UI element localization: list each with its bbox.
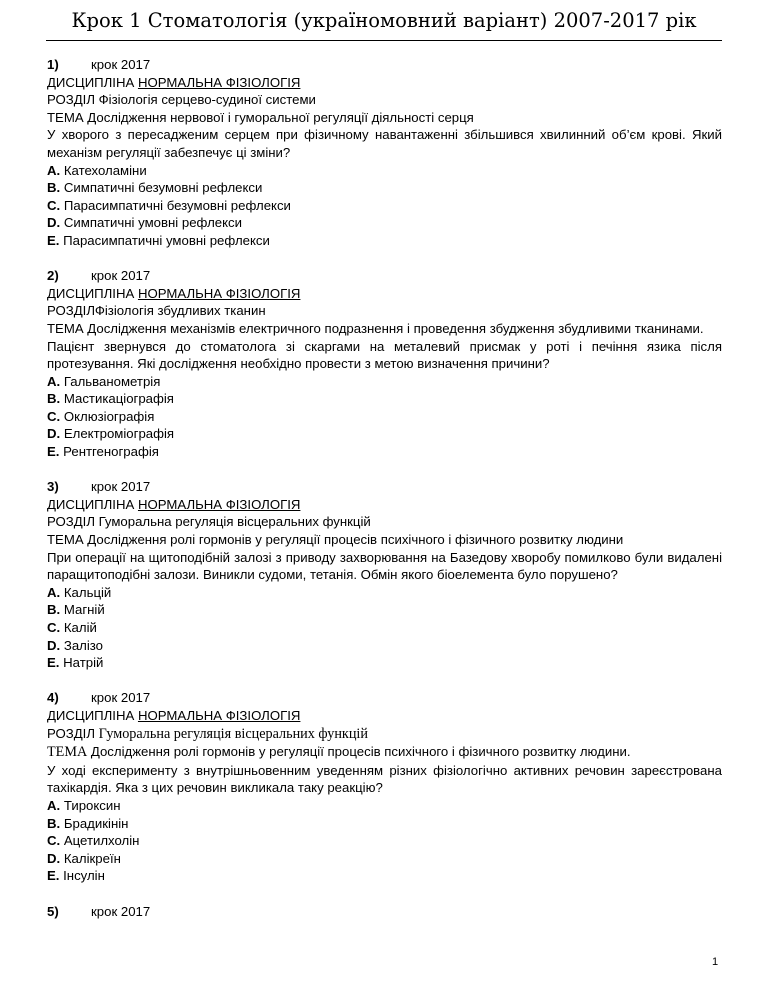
- option-letter: D.: [47, 215, 61, 231]
- question-text: При операції на щитоподібній залозі з приводу захворювання на Базедову хворобу помилково були видалені паращитоподібні залози. Виникли судоми, тетанія. Обмін якого біоелемента було порушено?: [47, 549, 722, 583]
- option-text: Мастикаціографія: [63, 391, 174, 407]
- topic-prefix: ТЕМА: [47, 744, 88, 761]
- answer-option-a: [47, 797, 722, 815]
- option-letter: A.: [47, 797, 61, 813]
- section-prefix: РОЗДІЛ: [47, 725, 99, 741]
- exam-year: крок 2017: [91, 268, 151, 284]
- discipline-prefix: ДИСЦИПЛІНА: [47, 496, 138, 512]
- answer-option-d: [47, 637, 722, 655]
- option-text: Симпатичні умовні рефлекси: [63, 215, 243, 231]
- discipline-prefix: ДИСЦИПЛІНА: [47, 707, 138, 723]
- topic-line: ТЕМА Дослідження механізмів електричного подразнення і проведення збудження збудливими тканинами.: [47, 320, 704, 336]
- question-text: У хворого з пересадженим серцем при фізичному навантаженні збільшився хвилинний об’єм крові. Який механізм регуляції забезпечує ці зміни?: [47, 127, 722, 160]
- section-line: РОЗДІЛФізіологія збудливих тканин: [47, 303, 266, 319]
- option-text: Залізо: [63, 637, 104, 653]
- option-letter: B.: [47, 602, 61, 618]
- question-heading: [47, 903, 722, 921]
- discipline-name: НОРМАЛЬНА ФІЗІОЛОГІЯ: [137, 496, 301, 512]
- answer-option-b: [47, 390, 722, 408]
- answer-option-d: [47, 850, 722, 868]
- answer-option-a: [47, 162, 722, 180]
- answer-option-c: [47, 832, 722, 850]
- question-number: 2): [47, 268, 59, 284]
- discipline-name: НОРМАЛЬНА ФІЗІОЛОГІЯ: [137, 285, 301, 301]
- answer-option-c: [47, 619, 722, 637]
- question-4: [47, 689, 722, 885]
- topic-line: ТЕМА Дослідження ролі гормонів у регуляції процесів психічного і фізичного розвитку людини: [47, 532, 624, 548]
- question-text: У ході експерименту з внутрішньовенним уведенням різних фізіологічно активних речовин зареєстрована тахікардія. Яка з цих речовин викликала таку реакцію?: [47, 762, 722, 796]
- exam-year: крок 2017: [91, 903, 151, 919]
- question-5: [47, 903, 722, 921]
- option-text: Брадикінін: [63, 815, 129, 831]
- question-1: [47, 56, 722, 250]
- question-number: 4): [47, 690, 59, 706]
- option-text: Ацетилхолін: [63, 833, 140, 849]
- page-number: 1: [712, 956, 719, 968]
- option-text: Магній: [63, 602, 105, 618]
- exam-year: крок 2017: [91, 690, 151, 706]
- question-heading: [47, 689, 722, 707]
- answer-option-d: [47, 425, 722, 443]
- answer-option-b: [47, 815, 722, 833]
- discipline-prefix: ДИСЦИПЛІНА: [47, 285, 138, 301]
- answer-option-a: [47, 584, 722, 602]
- option-text: Натрій: [63, 655, 104, 671]
- option-letter: C.: [47, 620, 61, 635]
- answer-option-c: [47, 197, 722, 215]
- document-body: [47, 56, 722, 938]
- option-letter: A.: [47, 584, 61, 600]
- header-divider: [46, 40, 722, 41]
- option-letter: C.: [47, 408, 61, 424]
- discipline-name: НОРМАЛЬНА ФІЗІОЛОГІЯ: [137, 74, 301, 90]
- option-letter: E.: [47, 444, 60, 460]
- answer-option-d: [47, 214, 722, 232]
- answer-option-b: [47, 601, 722, 619]
- page-header-title: Крок 1 Стоматологія (україномовний варіант) 2007-2017 рік: [71, 9, 697, 32]
- question-heading: [47, 267, 722, 285]
- option-text: Калікреїн: [63, 850, 121, 866]
- discipline-line: [47, 285, 722, 303]
- discipline-line: [47, 707, 722, 725]
- option-text: Інсулін: [63, 868, 105, 884]
- discipline-name: НОРМАЛЬНА ФІЗІОЛОГІЯ: [137, 707, 301, 723]
- option-letter: E.: [47, 868, 60, 884]
- option-text: Парасимпатичні умовні рефлекси: [63, 232, 270, 248]
- option-text: Електроміографія: [63, 426, 175, 442]
- option-text: Катехоламіни: [63, 162, 147, 178]
- exam-year: крок 2017: [91, 57, 151, 72]
- option-letter: C.: [47, 197, 61, 213]
- answer-option-e: [47, 867, 722, 885]
- answer-option-c: [47, 408, 722, 426]
- question-number: 3): [47, 479, 59, 495]
- question-3: [47, 478, 722, 672]
- section-name: Гуморальна регуляція вісцеральних функцій: [98, 725, 368, 742]
- option-letter: B.: [47, 815, 61, 831]
- option-letter: A.: [47, 373, 61, 389]
- section-line: [47, 725, 722, 744]
- section-line: РОЗДІЛ Гуморальна регуляція вісцеральних функцій: [47, 514, 371, 530]
- option-letter: E.: [47, 655, 60, 671]
- topic-name: Дослідження ролі гормонів у регуляції процесів психічного і фізичного розвитку людини.: [87, 744, 631, 760]
- question-heading: [47, 56, 722, 74]
- option-text: Симпатичні безумовні рефлекси: [63, 180, 263, 196]
- exam-year: крок 2017: [91, 479, 151, 495]
- topic-line: [47, 743, 722, 762]
- option-letter: A.: [47, 162, 61, 178]
- option-text: Рентгенографія: [63, 444, 159, 460]
- answer-option-e: [47, 443, 722, 461]
- answer-option-a: [47, 373, 722, 391]
- option-letter: B.: [47, 180, 61, 196]
- question-number: 1): [47, 57, 59, 72]
- question-heading: [47, 478, 722, 496]
- option-letter: B.: [47, 391, 61, 407]
- option-letter: D.: [47, 637, 61, 653]
- option-letter: C.: [47, 833, 61, 849]
- topic-line: ТЕМА Дослідження нервової і гуморальної регуляції діяльності серця: [47, 109, 474, 125]
- option-letter: D.: [47, 850, 61, 866]
- question-2: [47, 267, 722, 461]
- option-letter: D.: [47, 426, 61, 442]
- option-letter: E.: [47, 232, 60, 248]
- question-number: 5): [47, 903, 59, 919]
- answer-option-e: [47, 654, 722, 672]
- option-text: Калій: [63, 620, 97, 635]
- question-text: Пацієнт звернувся до стоматолога зі скаргами на металевий присмак у роті і печіння язика після протезування. Які дослідження необхідно провести з метою визначення причини?: [47, 338, 722, 372]
- answer-option-e: [47, 232, 722, 250]
- discipline-line: [47, 74, 722, 92]
- option-text: Оклюзіографія: [63, 408, 155, 424]
- discipline-line: [47, 496, 722, 514]
- option-text: Парасимпатичні безумовні рефлекси: [63, 197, 291, 213]
- option-text: Кальцій: [63, 584, 112, 600]
- answer-option-b: [47, 179, 722, 197]
- section-line: РОЗДІЛ Фізіологія серцево-судиної системи: [47, 92, 316, 108]
- discipline-prefix: ДИСЦИПЛІНА: [47, 74, 138, 90]
- option-text: Тироксин: [63, 797, 121, 813]
- option-text: Гальванометрія: [63, 373, 161, 389]
